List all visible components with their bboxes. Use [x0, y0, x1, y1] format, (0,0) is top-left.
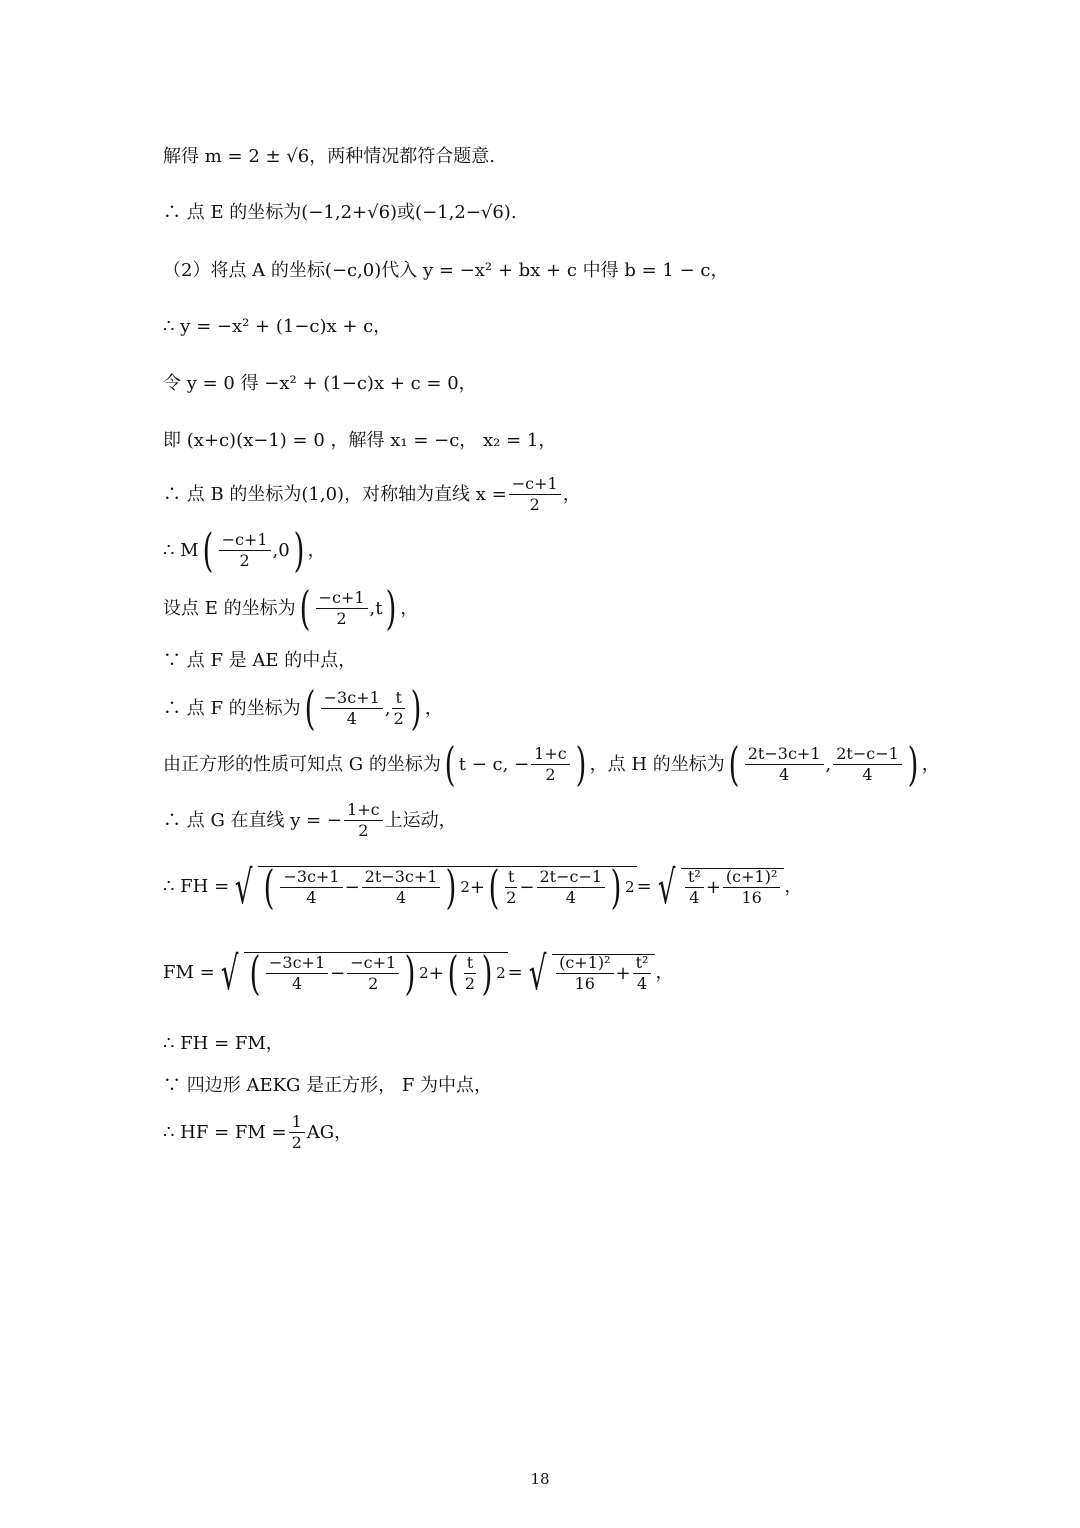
exponent: 2 [460, 878, 470, 897]
fraction-numerator: t [464, 955, 476, 974]
right-paren: ) [410, 681, 422, 735]
left-paren: ( [264, 860, 275, 914]
fraction-numerator: −c+1 [347, 955, 399, 974]
fraction-denominator: 2 [358, 821, 369, 840]
radicand [552, 954, 655, 992]
text-line-14 [163, 859, 803, 914]
line-prefix: 设点 E 的坐标为 [163, 597, 296, 619]
text-line-1 [163, 148, 495, 166]
fraction [464, 955, 476, 992]
fraction-numerator: 1 [289, 1114, 305, 1133]
comma: ， [400, 597, 419, 619]
fraction [833, 746, 902, 783]
text-line-5 [163, 375, 477, 393]
fraction [556, 955, 613, 992]
fraction-denominator: 2 [529, 495, 540, 514]
fraction-numerator: −3c+1 [321, 690, 383, 709]
exponent: 2 [496, 964, 506, 983]
fraction-denominator: 4 [306, 888, 317, 908]
text-line-4 [163, 318, 391, 336]
line-text: ∵ 点 F 是 AE 的中点， [163, 650, 357, 671]
line-prefix: ∴ FH = [163, 876, 230, 898]
comma: ， [784, 876, 803, 898]
line-suffix: ,0 [272, 539, 290, 561]
text-line-16 [163, 1035, 284, 1053]
left-paren: ( [444, 737, 456, 791]
exponent: 2 [419, 964, 429, 983]
fraction-denominator: 4 [689, 888, 700, 908]
line-middle: ，点 H 的坐标为 [589, 753, 725, 775]
fraction-numerator: (c+1)² [723, 869, 780, 888]
fraction-numerator: −c+1 [316, 590, 368, 609]
fraction-numerator: −3c+1 [280, 869, 342, 888]
fraction [362, 869, 441, 906]
fraction-numerator: −c+1 [219, 532, 271, 551]
fraction [266, 955, 328, 992]
fraction-denominator: 4 [291, 974, 303, 994]
left-paren: ( [488, 860, 500, 914]
comma: , [384, 697, 391, 719]
line-suffix: 上运动， [384, 809, 457, 831]
fraction-denominator: 4 [779, 765, 790, 785]
plus-sign: + [705, 876, 721, 898]
fraction-numerator: (c+1)² [556, 955, 613, 974]
fraction-numerator: 1+c [344, 802, 383, 821]
fraction [280, 869, 342, 906]
line-prefix: 由正方形的性质可知点 G 的坐标为 [163, 753, 441, 775]
text-line-2 [163, 204, 517, 222]
fraction [685, 869, 704, 906]
right-paren: ) [386, 581, 397, 635]
fraction-numerator: 2t−c−1 [537, 869, 606, 888]
line-text: ∴ 点 E 的坐标为(−1,2+√6)或(−1,2−√6). [163, 202, 517, 223]
line-prefix: ∴ HF = FM = [163, 1121, 287, 1143]
fraction-denominator: 2 [239, 551, 250, 571]
fraction-denominator: 2 [336, 609, 347, 629]
line-text: 令 y = 0 得 −x² + (1−c)x + c = 0， [163, 373, 477, 394]
fraction [537, 869, 606, 906]
minus-sign: − [344, 876, 360, 898]
right-paren: ) [446, 860, 457, 914]
fraction [633, 955, 652, 992]
comma: ， [921, 753, 940, 775]
line-prefix: FM = [163, 962, 215, 984]
line-text: （2）将点 A 的坐标(−c,0)代入 y = −x² + bx + c 中得 b = 1 − c， [163, 260, 729, 281]
fraction-denominator: 2 [291, 1133, 302, 1152]
left-paren: ( [249, 946, 261, 1000]
line-text: ∴ y = −x² + (1−c)x + c， [163, 316, 392, 337]
radicand [244, 946, 508, 1000]
radical-sign: √ [528, 945, 547, 1000]
right-paren: ) [907, 737, 919, 791]
fraction-denominator: 16 [741, 888, 762, 908]
text-line-8 [163, 523, 326, 577]
text-line-15 [163, 945, 674, 1000]
fraction-denominator: 2 [545, 765, 556, 785]
text-line-11 [163, 681, 443, 735]
square-root [215, 945, 508, 1000]
line-text: ∵ 四边形 AEKG 是正方形， F 为中点， [163, 1075, 493, 1096]
fraction-denominator: 2 [368, 974, 379, 994]
radicand [681, 868, 784, 906]
right-paren: ) [404, 946, 416, 1000]
right-paren: ) [293, 523, 305, 577]
line-prefix: ∴ 点 G 在直线 y = − [163, 809, 343, 831]
page-number: 18 [530, 1470, 550, 1488]
fraction [745, 746, 824, 783]
minus-sign: − [330, 962, 346, 984]
text-line-3 [163, 262, 729, 280]
fraction-numerator: 2t−c−1 [833, 746, 902, 765]
text-line-13 [163, 802, 457, 839]
text-line-9 [163, 581, 419, 635]
comma: , [825, 753, 832, 775]
text-line-18 [163, 1114, 352, 1151]
fraction-denominator: 4 [636, 974, 648, 994]
right-paren: ) [575, 737, 587, 791]
fraction-numerator: 2t−3c+1 [362, 869, 441, 888]
square-root [229, 859, 636, 914]
line-text: 即 (x+c)(x−1) = 0 ，解得 x₁ = −c， x₂ = 1， [163, 430, 557, 451]
left-paren: ( [304, 681, 316, 735]
fraction [723, 869, 780, 906]
fraction [316, 590, 368, 627]
fraction-denominator: 4 [862, 765, 873, 785]
radical-sign: √ [235, 859, 253, 914]
minus-sign: − [519, 876, 535, 898]
fraction [531, 746, 570, 783]
equals-sign: = [507, 962, 523, 984]
exponent: 2 [625, 878, 635, 897]
comma: ， [307, 539, 326, 561]
fraction-denominator: 4 [395, 888, 407, 908]
g-coord-prefix: t − c, − [458, 753, 530, 775]
right-paren: ) [610, 860, 622, 914]
left-paren: ( [202, 523, 213, 577]
fraction [344, 802, 383, 839]
fraction-numerator: t² [685, 869, 704, 888]
plus-sign: + [615, 962, 631, 984]
fraction-numerator: t [505, 869, 517, 888]
left-paren: ( [728, 737, 740, 791]
radical-sign: √ [220, 945, 239, 1000]
radicand [258, 860, 636, 914]
fraction [219, 532, 271, 569]
fraction-denominator: 2 [464, 974, 476, 994]
fraction-denominator: 4 [346, 709, 357, 729]
line-suffix: ,t [369, 597, 383, 619]
fraction [321, 690, 383, 727]
fraction-denominator: 16 [574, 974, 595, 994]
left-paren: ( [299, 581, 310, 635]
fraction [392, 690, 404, 727]
fraction-denominator: 2 [393, 709, 404, 729]
fraction-denominator: 4 [565, 888, 576, 908]
line-prefix: ∴ 点 B 的坐标为(1,0)，对称轴为直线 x = [163, 483, 507, 505]
line-prefix: ∴ 点 F 的坐标为 [163, 697, 301, 719]
left-paren: ( [447, 946, 459, 1000]
plus-sign: + [469, 876, 486, 898]
fraction-numerator: −c+1 [509, 476, 561, 495]
fraction-denominator: 2 [506, 888, 517, 908]
equals-sign: = [636, 876, 652, 898]
fraction-numerator: 2t−3c+1 [745, 746, 824, 765]
square-root [652, 859, 785, 914]
text-line-7 [163, 476, 581, 513]
text-line-10 [163, 652, 356, 670]
fraction-numerator: −3c+1 [266, 955, 328, 974]
text-line-6 [163, 432, 556, 450]
comma: ， [424, 697, 443, 719]
fraction [505, 869, 517, 906]
radical-sign: √ [657, 859, 676, 914]
plus-sign: + [428, 962, 444, 984]
fraction-numerator: t² [633, 955, 652, 974]
line-text: ∴ FH = FM， [163, 1033, 284, 1054]
fraction [347, 955, 399, 992]
text-line-17 [163, 1077, 492, 1095]
fraction [289, 1114, 305, 1151]
fraction [509, 476, 561, 513]
right-paren: ) [481, 946, 493, 1000]
fraction-numerator: t [392, 690, 404, 709]
line-suffix: ， [562, 483, 581, 505]
line-prefix: ∴ M [163, 539, 199, 561]
line-text: 解得 m = 2 ± √6，两种情况都符合题意. [163, 146, 495, 167]
comma: ， [655, 962, 674, 984]
text-line-12 [163, 737, 940, 791]
fraction-numerator: 1+c [531, 746, 570, 765]
square-root [523, 945, 656, 1000]
line-suffix: AG， [306, 1121, 353, 1143]
